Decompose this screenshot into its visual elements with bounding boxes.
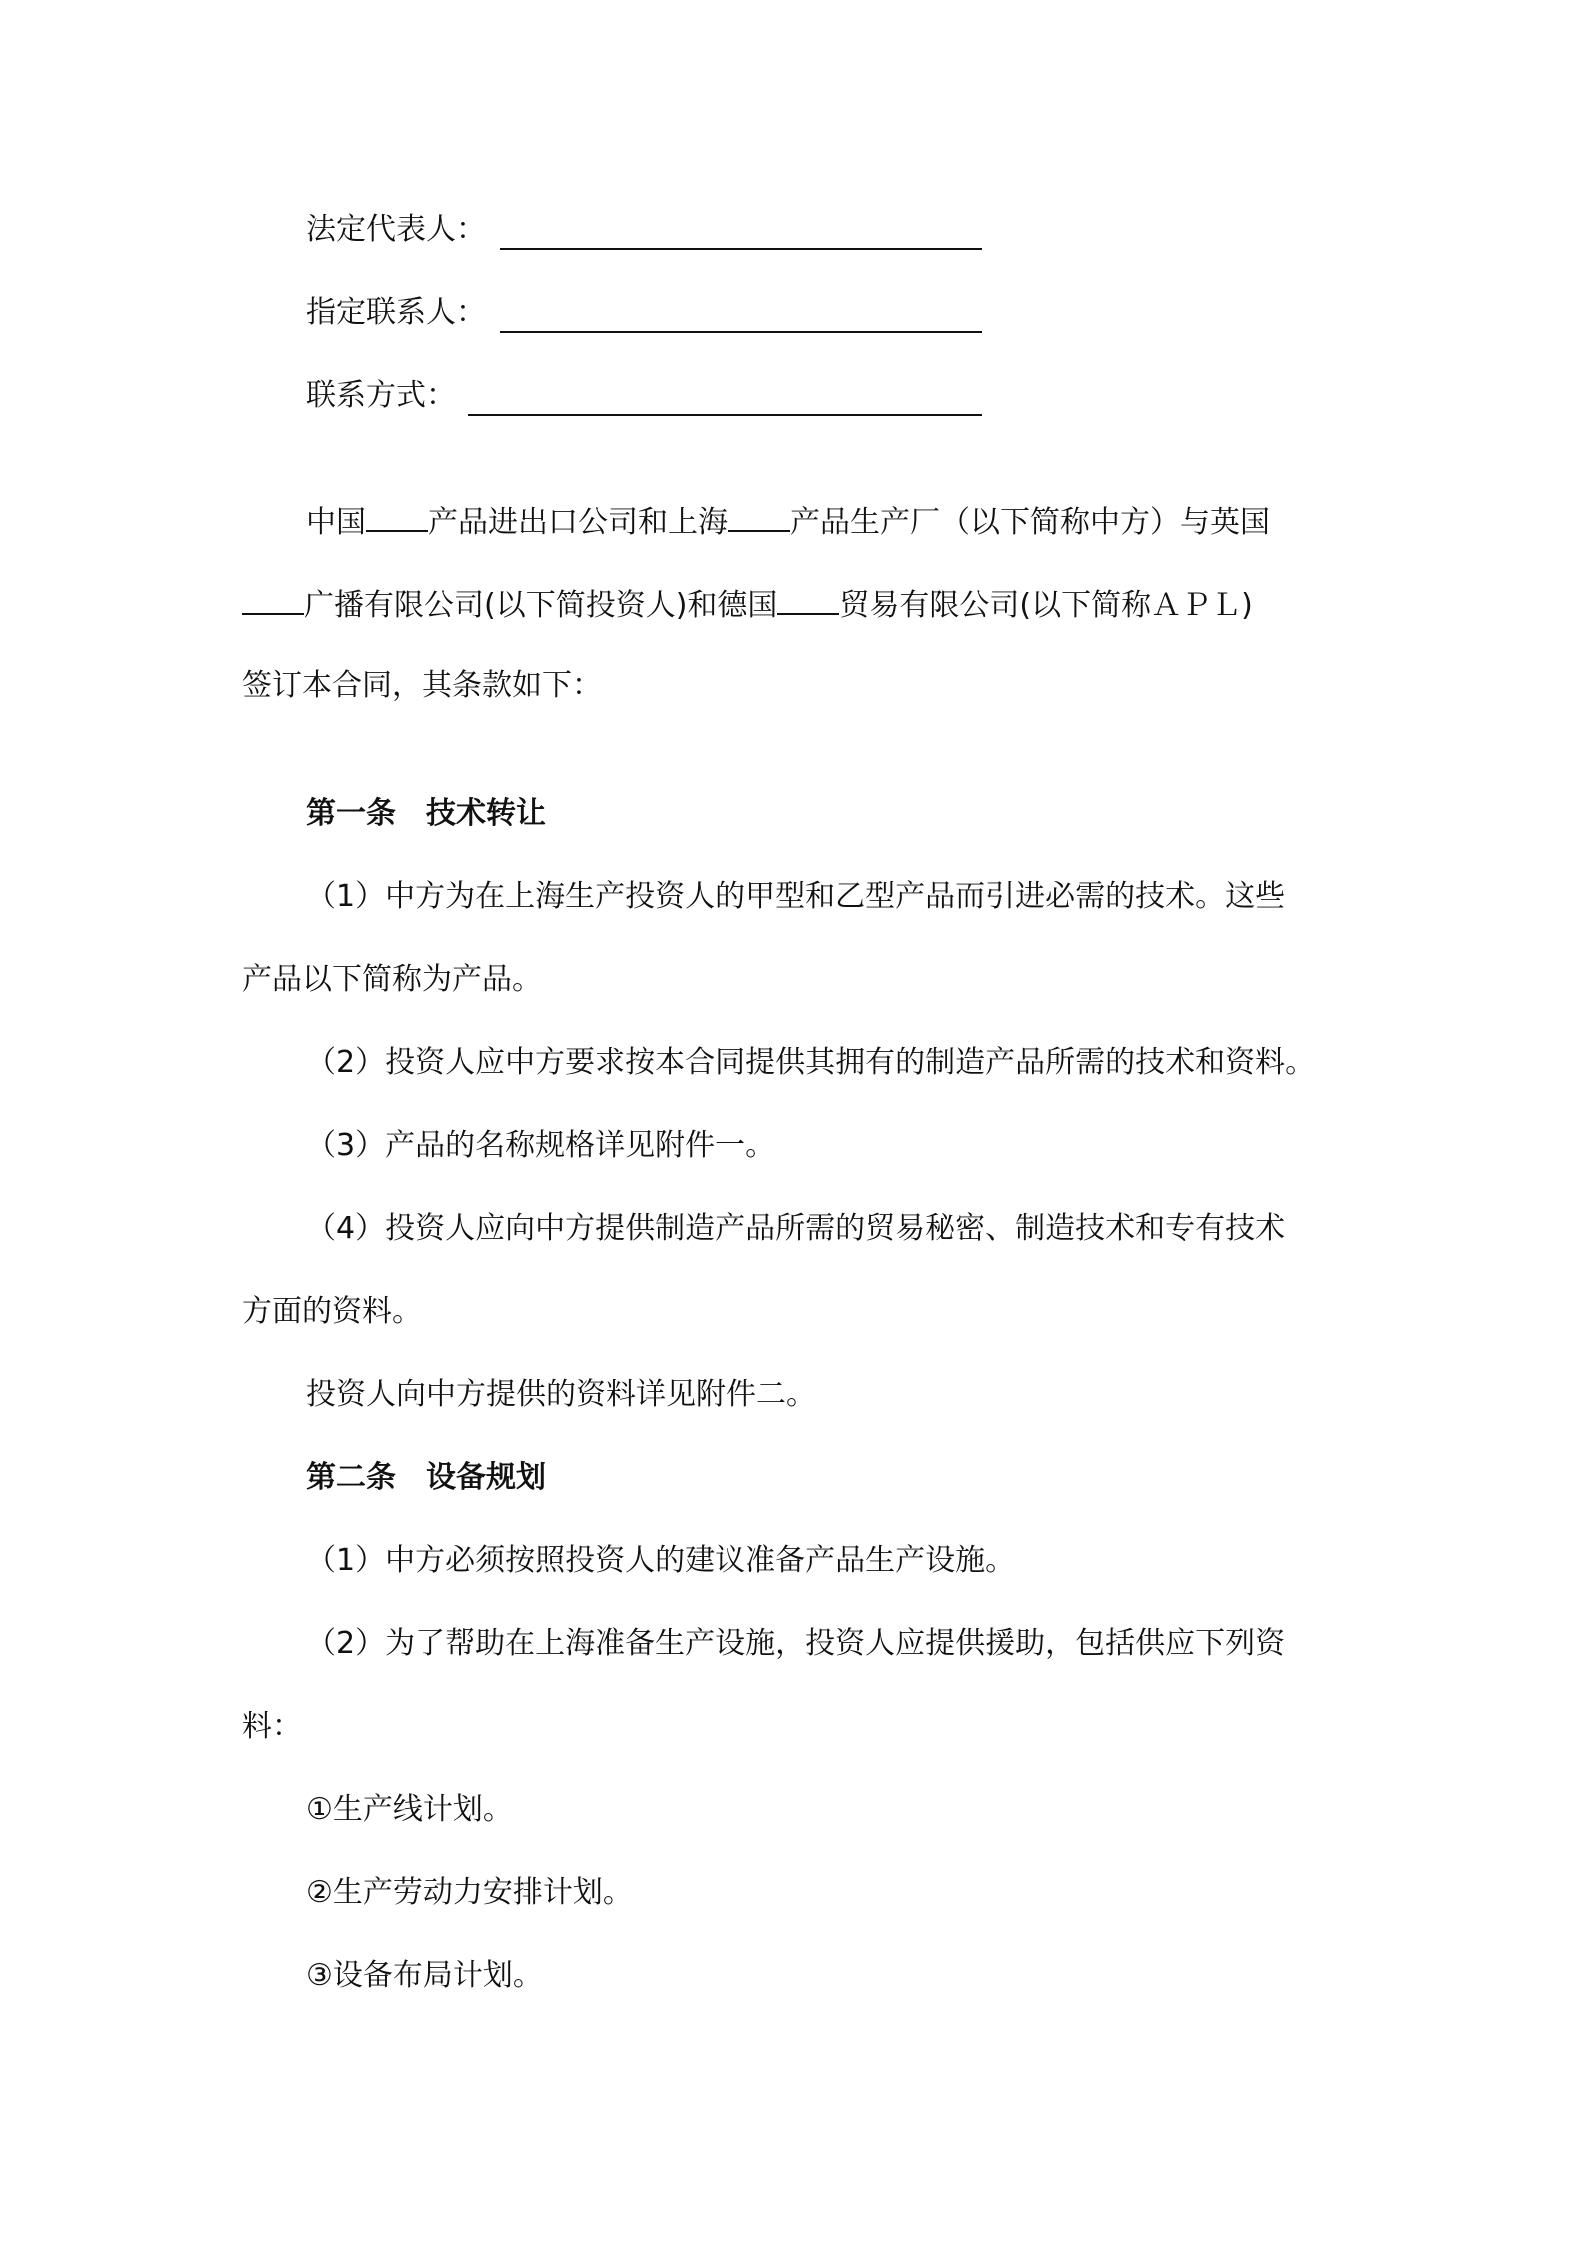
list-item-3: ③设备布局计划。 [306,1958,543,1993]
blank-field[interactable] [366,500,428,532]
article-2-heading [306,1458,546,1498]
article-number: 第一条 [306,796,396,831]
legal-rep-blank[interactable] [500,248,982,250]
blank-field[interactable] [728,500,790,532]
article-2-para-2-cont: 料： [242,1709,302,1744]
article-1-para-1-cont: 产品以下简称为产品。 [242,962,542,997]
contact-info-blank[interactable] [468,414,982,416]
list-item-1: ①生产线计划。 [306,1792,513,1827]
intro-line-1 [306,500,1270,540]
contact-person-label: 指定联系人： [306,295,486,330]
article-1-para-1: （1）中方为在上海生产投资人的甲型和乙型产品而引进必需的技术。这些 [306,879,1286,914]
intro-text: 广播有限公司(以下简投资人)和德国 [304,588,778,623]
article-number: 第二条 [306,1460,396,1495]
intro-text: 中国 [306,505,366,540]
article-1-para-2: （2）投资人应中方要求按本合同提供其拥有的制造产品所需的技术和资料。 [306,1045,1316,1080]
legal-rep-label: 法定代表人： [306,212,486,247]
intro-text: 产品生产厂（以下简称中方）与英国 [790,505,1270,540]
blank-field[interactable] [777,583,839,615]
article-2-para-2: （2）为了帮助在上海准备生产设施，投资人应提供援助，包括供应下列资 [306,1626,1286,1661]
intro-line-3: 签订本合同，其条款如下： [242,668,602,703]
article-1-para-4: （4）投资人应向中方提供制造产品所需的贸易秘密、制造技术和专有技术 [306,1211,1286,1246]
article-2-para-1: （1）中方必须按照投资人的建议准备产品生产设施。 [306,1543,1016,1578]
article-title: 技术转让 [426,796,546,831]
article-1-para-3: （3）产品的名称规格详见附件一。 [306,1128,776,1163]
contact-person-blank[interactable] [500,331,982,333]
article-1-para-5: 投资人向中方提供的资料详见附件二。 [306,1377,816,1412]
intro-line-2 [242,583,1253,623]
intro-text: 产品进出口公司和上海 [428,505,728,540]
article-title: 设备规划 [426,1460,546,1495]
intro-text: 贸易有限公司(以下简称ＡＰＬ) [839,588,1253,623]
article-1-heading [306,794,546,834]
article-1-para-4-cont: 方面的资料。 [242,1294,422,1329]
contact-info-label: 联系方式： [306,378,456,413]
blank-field[interactable] [242,583,304,615]
list-item-2: ②生产劳动力安排计划。 [306,1875,633,1910]
